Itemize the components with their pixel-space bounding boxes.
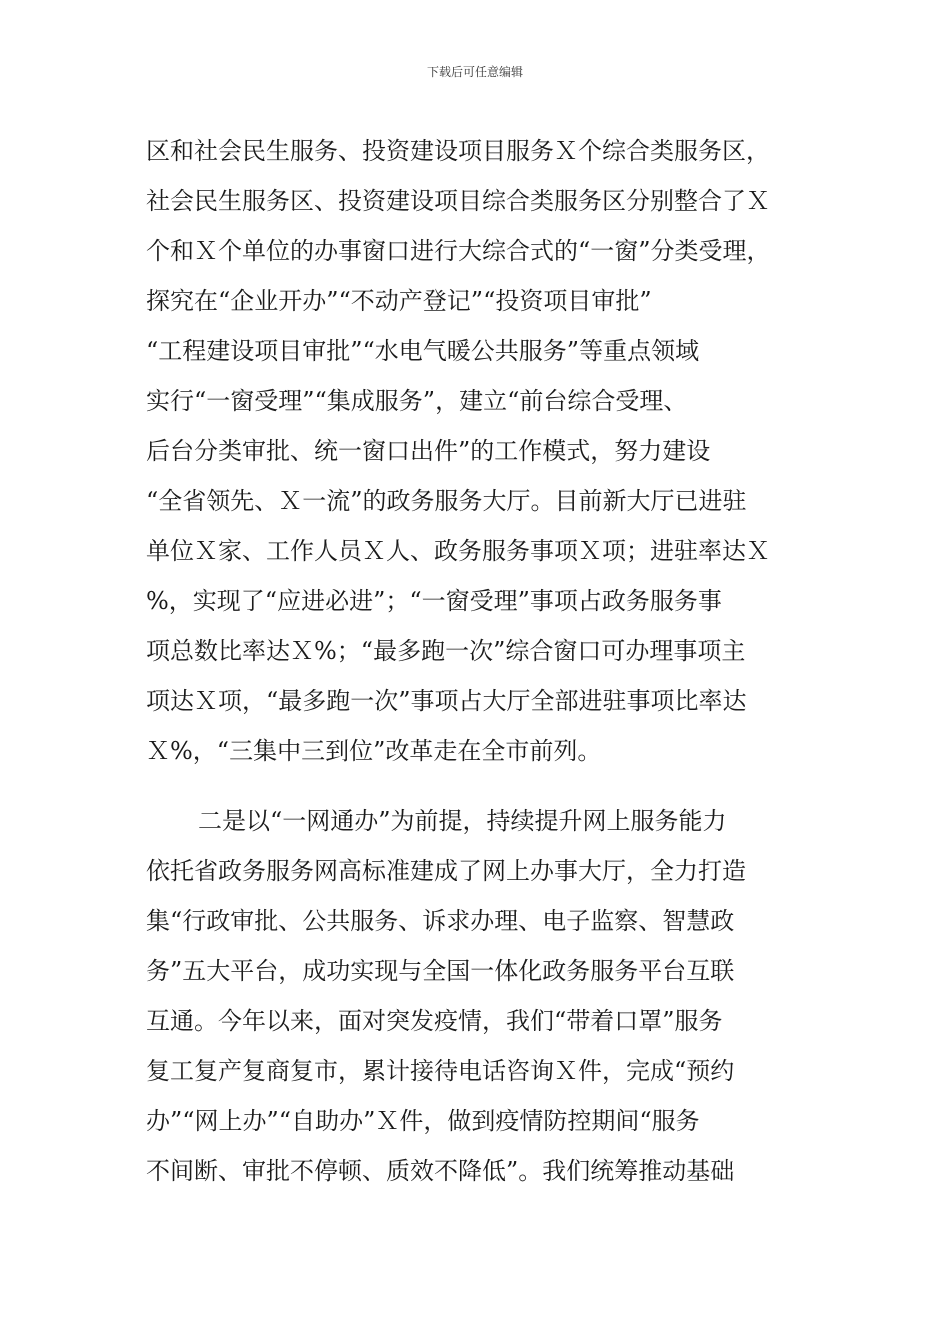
text-line: 后台分类审批、统一窗口出件”的工作模式，努力建设 — [146, 437, 711, 465]
text-line: 二是以“一网通办”为前提，持续提升网上服务能力 — [198, 807, 727, 835]
text-line: 区和社会民生服务、投资建设项目服务Ｘ个综合类服务区， — [146, 137, 770, 165]
page-header: 下载后可任意编辑 — [426, 65, 523, 79]
text-line: 集“行政审批、公共服务、诉求办理、电子监察、智慧政 — [146, 907, 735, 935]
text-line: 个和Ｘ个单位的办事窗口进行大综合式的“一窗”分类受理， — [146, 237, 771, 265]
text-line: 务”五大平台，成功实现与全国一体化政务服务平台互联 — [146, 957, 735, 985]
text-line: “工程建设项目审批”“水电气暖公共服务”等重点领域 — [146, 337, 700, 365]
text-line: %，实现了“应进必进”；“一窗受理”事项占政务服务事 — [146, 587, 722, 615]
text-line: 项达Ｘ项，“最多跑一次”事项占大厅全部进驻事项比率达 — [146, 687, 747, 715]
text-line: 依托省政务服务网高标准建成了网上办事大厅，全力打造 — [146, 857, 746, 885]
text-line: 项总数比率达Ｘ%；“最多跑一次”综合窗口可办理事项主 — [146, 637, 746, 665]
text-line: 实行“一窗受理”“集成服务”，建立“前台综合受理、 — [146, 387, 688, 415]
text-line: “全省领先、Ｘ一流”的政务服务大厅。目前新大厅已进驻 — [146, 487, 747, 515]
text-line: Ｘ%，“三集中三到位”改革走在全市前列。 — [146, 737, 602, 765]
text-line: 复工复产复商复市，累计接待电话咨询Ｘ件，完成“预约 — [146, 1057, 735, 1085]
text-line: 单位Ｘ家、工作人员Ｘ人、政务服务事项Ｘ项；进驻率达Ｘ — [146, 537, 770, 565]
text-line: 不间断、审批不停顿、质效不降低”。我们统筹推动基础 — [146, 1157, 735, 1185]
text-line: 互通。今年以来，面对突发疫情，我们“带着口罩”服务 — [146, 1007, 723, 1035]
text-line: 社会民生服务区、投资建设项目综合类服务区分别整合了Ｘ — [146, 187, 770, 215]
text-line: 办”“网上办”“自助办”Ｘ件，做到疫情防控期间“服务 — [146, 1107, 700, 1135]
text-line: 探究在“企业开办”“不动产登记”“投资项目审批” — [146, 287, 652, 315]
